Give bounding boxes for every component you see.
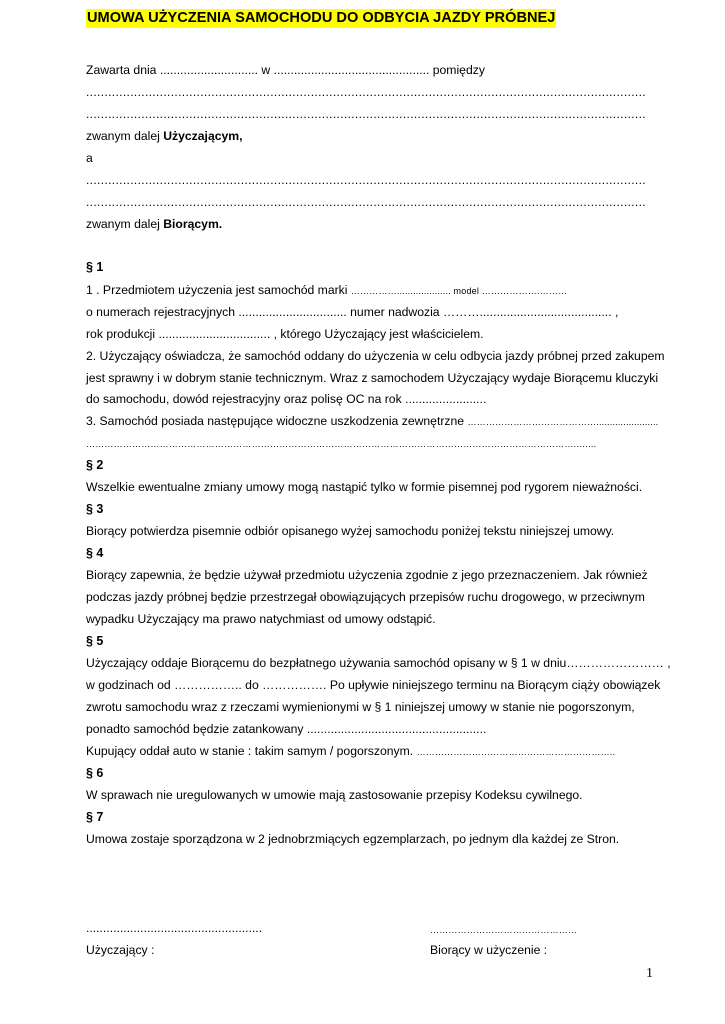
contract-date-place-line: Zawarta dnia ............................. w .............................................. pomiędzy bbox=[86, 63, 485, 77]
section-5-line-4: ponadto samochód będzie zatankowany ..................................................... bbox=[86, 722, 487, 736]
lender-signature-line: .................................................... bbox=[86, 921, 263, 935]
section-7-heading: § 7 bbox=[86, 810, 104, 824]
section-4-heading: § 4 bbox=[86, 546, 104, 560]
and-word: a bbox=[86, 151, 93, 165]
lender-details-line-1: ........................................................................................................................................................ bbox=[86, 85, 646, 99]
section-1-line-2: o numerach rejestracyjnych ................................ numer nadwozia ………....................................... , bbox=[86, 305, 619, 319]
s1-l1-model-dots: ……………….……… bbox=[481, 286, 568, 296]
section-5-line-3: zwrotu samochodu wraz z rzeczami wymienionymi w § 1 niniejszej umowy w stanie nie pogorszonym, bbox=[86, 700, 635, 714]
section-1-heading: § 1 bbox=[86, 260, 104, 274]
section-1-line-8: …………………………………………………………………………………………………………………………………………….….... bbox=[86, 439, 597, 449]
section-3-line-1: Biorący potwierdza pisemnie odbiór opisanego wyżej samochodu poniżej tekstu niniejszej umowy. bbox=[86, 524, 615, 538]
lender-details-line-2: ........................................................................................................................................................ bbox=[86, 107, 646, 121]
section-6-line-1: W sprawach nie uregulowanych w umowie mają zastosowanie przepisy Kodeksu cywilnego. bbox=[86, 788, 583, 802]
borrower-details-line-1: ........................................................................................................................................................ bbox=[86, 173, 646, 187]
section-4-line-3: wypadku Użyczający ma prawo natychmiast od umowy odstąpić. bbox=[86, 612, 436, 626]
lender-role: Użyczającym, bbox=[163, 129, 243, 143]
borrower-signature-line: ………………………………………… bbox=[430, 925, 578, 935]
section-4-line-2: podczas jazdy próbnej będzie przestrzegał obowiązujących przepisów ruchu drogowego, w przeciwnym bbox=[86, 590, 645, 604]
section-3-heading: § 3 bbox=[86, 502, 104, 516]
document-title: UMOWA UŻYCZENIA SAMOCHODU DO ODBYCIA JAZDY PRÓBNEJ bbox=[87, 10, 556, 26]
s1-l1-brand-dots: …………….................... model bbox=[350, 286, 482, 296]
s5-l5-text: Kupujący oddał auto w stanie : takim samym / pogorszonym. bbox=[86, 744, 417, 758]
section-1-line-5: jest sprawny i w dobrym stanie technicznym. Wraz z samochodem Użyczający wydaje Biorącemu kluczyki bbox=[86, 371, 659, 385]
lender-definition bbox=[86, 129, 243, 144]
borrower-definition bbox=[86, 217, 222, 232]
section-4-line-1: Biorący zapewnia, że będzie używał przedmiotu użyczenia zgodnie z jego przeznaczeniem. Jak również bbox=[86, 568, 648, 582]
section-5-line-2: w godzinach od …………….. do ……………. Po upływie niniejszego terminu na Biorącym ciąży obowiązek bbox=[86, 678, 661, 692]
section-7-line-1: Umowa zostaje sporządzona w 2 jednobrzmiących egzemplarzach, po jednym dla każdej ze Stron. bbox=[86, 832, 620, 846]
page-number: 1 bbox=[646, 966, 653, 981]
section-2-line-1: Wszelkie ewentualne zmiany umowy mogą nastąpić tylko w formie pisemnej pod rygorem nieważności. bbox=[86, 480, 643, 494]
borrower-role: Biorącym. bbox=[163, 217, 223, 231]
borrower-details-line-2: ........................................................................................................................................................ bbox=[86, 195, 646, 209]
section-1-line-7 bbox=[86, 414, 658, 430]
borrower-signature-label: Biorący w użyczenie : bbox=[430, 943, 548, 957]
borrower-prefix: zwanym dalej bbox=[86, 217, 164, 231]
section-1-line-3: rok produkcji ................................. , którego Użyczający jest właścicielem. bbox=[86, 327, 484, 341]
s1-l1-text: 1 . Przedmiotem użyczenia jest samochód marki bbox=[86, 283, 351, 297]
section-1-line-1 bbox=[86, 283, 567, 299]
s1-l7-dots: ……………………………………....................... bbox=[467, 417, 659, 427]
section-1-line-6: do samochodu, dowód rejestracyjny oraz polisę OC na rok ........................ bbox=[86, 392, 487, 406]
section-1-line-4: 2. Użyczający oświadcza, że samochód oddany do użyczenia w celu odbycia jazdy próbnej przed zakupem bbox=[86, 349, 665, 363]
section-6-heading: § 6 bbox=[86, 766, 104, 780]
section-5-line-1: Użyczający oddaje Biorącemu do bezpłatnego używania samochód opisany w § 1 w dniu…………………… , bbox=[86, 656, 671, 670]
s1-l7-text: 3. Samochód posiada następujące widoczne uszkodzenia zewnętrzne bbox=[86, 414, 468, 428]
section-5-line-5 bbox=[86, 744, 615, 760]
section-2-heading: § 2 bbox=[86, 458, 104, 472]
lender-signature-label: Użyczający : bbox=[86, 943, 155, 957]
s5-l5-dots: ……………………………………………………….. bbox=[416, 747, 616, 757]
section-5-heading: § 5 bbox=[86, 634, 104, 648]
lender-prefix: zwanym dalej bbox=[86, 129, 164, 143]
